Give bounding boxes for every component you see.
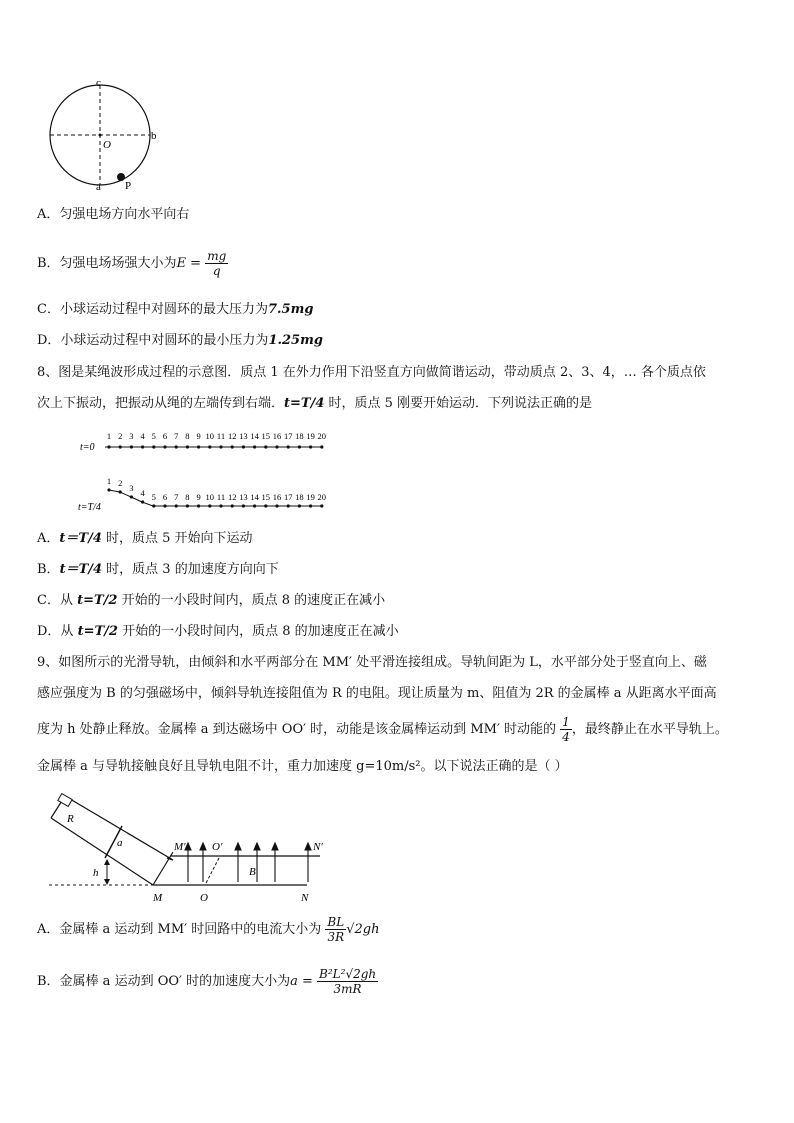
row1-particle	[253, 445, 256, 448]
row2-particle-number: 4	[140, 488, 145, 498]
row1-particle	[275, 445, 278, 448]
q9-stem-line3-a: 度为 h 处静止释放。金属棒 a 到达磁场中 OO′ 时，动能是该金属棒运动到 MM′ 时动能的	[37, 722, 557, 737]
height-arrow-head-down	[104, 879, 110, 885]
row1-particle	[219, 445, 222, 448]
row2-particle	[186, 504, 189, 507]
label-p: P	[125, 180, 132, 192]
row2-particle	[141, 500, 144, 503]
q9-stem-line1: 9、如图所示的光滑导轨，由倾斜和水平两部分在 MM′ 处平滑连接组成。导轨间距为 L，水平部分处于竖直向上、磁	[37, 655, 707, 670]
incline-rail-lower	[51, 818, 153, 885]
q9-option-b-fraction	[317, 967, 378, 996]
row1-particle	[309, 445, 312, 448]
label-b: b	[151, 130, 157, 142]
row2-label: t=T/4	[78, 502, 101, 513]
q8-option-c	[37, 592, 385, 610]
row1-particle	[298, 445, 301, 448]
row2-particle	[119, 490, 122, 493]
height-arrow-head-up	[104, 859, 110, 865]
q7-option-d-text: D．小球运动过程中对圆环的最小压力为	[37, 333, 269, 348]
row1-label: t=0	[80, 442, 95, 453]
row2-particle	[320, 504, 323, 507]
q7-option-a: A．匀强电场方向水平向右	[37, 207, 190, 222]
q8-stem-line2-b: 时，质点 5 刚要开始运动．下列说法正确的是	[324, 396, 593, 411]
q9-option-a-num: BL	[327, 915, 345, 929]
row1-particle	[107, 445, 110, 448]
label-o-prime: O′	[212, 841, 223, 853]
row2-particle	[287, 504, 290, 507]
q9-fraction-quarter	[560, 715, 572, 744]
q9-stem-line4: 金属棒 a 与导轨接触良好且导轨电阻不计，重力加速度 g=10m/s²。以下说法正确的是（ ）	[37, 759, 568, 774]
row1-particle-number: 16	[272, 431, 282, 441]
label-m-prime: M′	[174, 841, 186, 853]
q8-option-c-text: 开始的一小段时间内，质点 8 的速度正在减小	[117, 593, 386, 608]
row2-particle-number: 15	[261, 492, 271, 502]
q7-fraction-den: q	[212, 264, 221, 278]
label-b-field: B	[249, 866, 256, 878]
row2-particle	[197, 504, 200, 507]
row2-particle-number: 12	[227, 492, 237, 502]
row1-particle	[186, 445, 189, 448]
row1-particle-number: 11	[216, 431, 226, 441]
row1-particle-number: 12	[227, 431, 237, 441]
row1-particle-number: 15	[261, 431, 271, 441]
q9-option-a	[37, 908, 379, 952]
q8-option-b-text: 时，质点 3 的加速度方向向下	[102, 562, 279, 577]
row1-particle-number: 9	[196, 431, 201, 441]
row2-particle	[163, 504, 166, 507]
q7-fraction-num: mg	[207, 249, 227, 263]
row1-particle	[287, 445, 290, 448]
row1-particle-number: 6	[162, 431, 168, 441]
row1-particle-number: 7	[174, 431, 179, 441]
q7-option-d	[37, 332, 323, 350]
row2-particle-number: 1	[106, 476, 112, 486]
q8-option-a-t: t＝T/4	[59, 531, 102, 546]
row2-particle-number: 10	[205, 492, 215, 502]
label-r: R	[67, 813, 74, 825]
row2-particle-number: 3	[129, 483, 134, 493]
q7-formula-lhs: E =	[176, 256, 202, 271]
row2-particle	[219, 504, 222, 507]
q9-rail-figure	[45, 788, 340, 906]
row1-particle	[163, 445, 166, 448]
center-point	[99, 134, 102, 137]
row1-particle	[242, 445, 245, 448]
row1-particle	[208, 445, 211, 448]
row1-particle-number: 4	[140, 431, 145, 441]
label-a: a	[96, 181, 101, 193]
q9-option-a-text: A．金属棒 a 运动到 MM′ 时回路中的电流大小为	[37, 922, 322, 937]
row2-particle-number: 11	[216, 492, 226, 502]
row2-particle-number: 20	[317, 492, 327, 502]
ball-p	[117, 173, 125, 181]
q8-rope-wave-figure	[74, 425, 344, 517]
q9-option-b-text: B．金属棒 a 运动到 OO′ 时的加速度大小为	[37, 974, 291, 989]
q7-option-d-value: 1.25mg	[268, 333, 323, 348]
row2-particle-number: 13	[239, 492, 248, 502]
row1-particle-number: 14	[250, 431, 259, 441]
row2-particle-number: 2	[118, 478, 123, 488]
row1-particle-number: 17	[283, 431, 293, 441]
q9-option-a-fraction	[325, 915, 346, 944]
q9-quarter-num: 1	[562, 715, 570, 729]
row2-particle	[275, 504, 278, 507]
q7-option-b	[37, 244, 228, 284]
q9-stem-line2: 感应强度为 B 的匀强磁场中，倾斜导轨连接阻值为 R 的电阻。现让质量为 m、阻值为 2R 的金属棒 a 从距离水平面高	[37, 686, 717, 701]
magnetic-field-arrows	[185, 843, 311, 882]
row1-particle-number: 2	[118, 431, 123, 441]
row2-particle-number: 18	[295, 492, 304, 502]
row1-particle	[320, 445, 323, 448]
q8-option-b-lead: B．	[37, 562, 60, 577]
row1-particle-number: 19	[306, 431, 315, 441]
oo-prime-dashed	[205, 858, 219, 885]
q7-option-c	[37, 301, 313, 319]
label-n: N	[301, 892, 309, 904]
q9-option-b-lhs: a =	[290, 974, 313, 989]
row2-particle	[152, 504, 155, 507]
q8-option-d-t: t=T/2	[77, 624, 118, 639]
bend-line	[153, 852, 173, 885]
q8-option-a-text: 时，质点 5 开始向下运动	[101, 531, 253, 546]
row2-particle-number: 16	[272, 492, 282, 502]
label-a: a	[117, 837, 123, 849]
q9-option-a-sqrt: √2gh	[346, 922, 380, 937]
row2-particle-number: 14	[250, 492, 259, 502]
row2-particle-number: 8	[185, 492, 190, 502]
q7-fraction	[205, 249, 228, 278]
q8-stem-line2-a: 次上下振动，把振动从绳的左端传到右端．	[37, 396, 285, 411]
q8-option-b	[37, 561, 279, 579]
q9-quarter-den: 4	[562, 730, 570, 744]
row2-particle-number: 5	[151, 492, 156, 502]
row2-particle	[309, 504, 312, 507]
label-c: c	[96, 78, 101, 89]
label-m: M	[153, 892, 163, 904]
row1-particle	[119, 445, 122, 448]
row2-particle-number: 17	[283, 492, 293, 502]
row2-particle-number: 19	[306, 492, 315, 502]
q9-stem-line3	[37, 708, 728, 752]
q9-option-b-den: 3mR	[333, 982, 362, 996]
row2-particle	[253, 504, 256, 507]
row2-particle	[208, 504, 211, 507]
q8-option-a-lead: A．	[37, 531, 60, 546]
row1-particle-number: 3	[129, 431, 134, 441]
row2-particle	[130, 495, 133, 498]
label-n-prime: N′	[313, 841, 323, 853]
q9-option-b	[37, 960, 378, 1004]
label-h: h	[93, 867, 99, 879]
row1-particle-number: 1	[106, 431, 112, 441]
q7-circle-figure	[45, 78, 175, 193]
row1-particle-number: 13	[239, 431, 248, 441]
row1-particle-number: 10	[205, 431, 215, 441]
q8-stem-line2-t: t=T/4	[284, 396, 325, 411]
row1-particle-number: 5	[151, 431, 156, 441]
q8-option-d-text: 开始的一小段时间内，质点 8 的加速度正在减小	[117, 624, 399, 639]
row1-particle-number: 20	[317, 431, 327, 441]
q8-option-d	[37, 623, 399, 641]
label-o: O	[200, 892, 208, 904]
q7-option-c-value: 7.5mg	[267, 302, 314, 317]
row2-particle	[175, 504, 178, 507]
row1-particle	[141, 445, 144, 448]
row2-particle-number: 6	[162, 492, 168, 502]
q8-option-a	[37, 530, 253, 548]
row1-particle	[130, 445, 133, 448]
row2-particle	[298, 504, 301, 507]
row2-particle-number: 7	[174, 492, 179, 502]
row1-particle	[264, 445, 267, 448]
q8-stem-line1: 8、图是某绳波形成过程的示意图．质点 1 在外力作用下沿竖直方向做简谐运动，带动质点 2、3、4，… 各个质点依	[37, 365, 706, 380]
row1-particle	[231, 445, 234, 448]
row1-particle	[175, 445, 178, 448]
q8-option-b-t: t＝T/4	[59, 562, 103, 577]
q7-option-b-text: B．匀强电场场强大小为	[37, 256, 177, 271]
row2-particle	[264, 504, 267, 507]
row2-particle	[107, 488, 110, 491]
row1-particle	[152, 445, 155, 448]
q8-stem-line2	[37, 395, 592, 413]
row2-particle-number: 9	[196, 492, 201, 502]
q9-option-a-den: 3R	[327, 930, 345, 944]
incline-rail-upper	[65, 796, 173, 860]
label-o: O	[103, 139, 111, 151]
row2-particle	[242, 504, 245, 507]
row2-particle	[231, 504, 234, 507]
row1-particle-number: 18	[295, 431, 304, 441]
q8-option-d-lead: D．从	[37, 624, 78, 639]
row1-particle	[197, 445, 200, 448]
q8-option-c-lead: C．从	[37, 593, 78, 608]
row1-particle-number: 8	[185, 431, 190, 441]
q9-option-b-num: B²L²√2gh	[319, 967, 377, 981]
q9-stem-line3-b: ，最终静止在水平导轨上。	[571, 722, 728, 737]
q8-option-c-t: t=T/2	[77, 593, 118, 608]
q7-option-c-text: C．小球运动过程中对圆环的最大压力为	[37, 302, 268, 317]
